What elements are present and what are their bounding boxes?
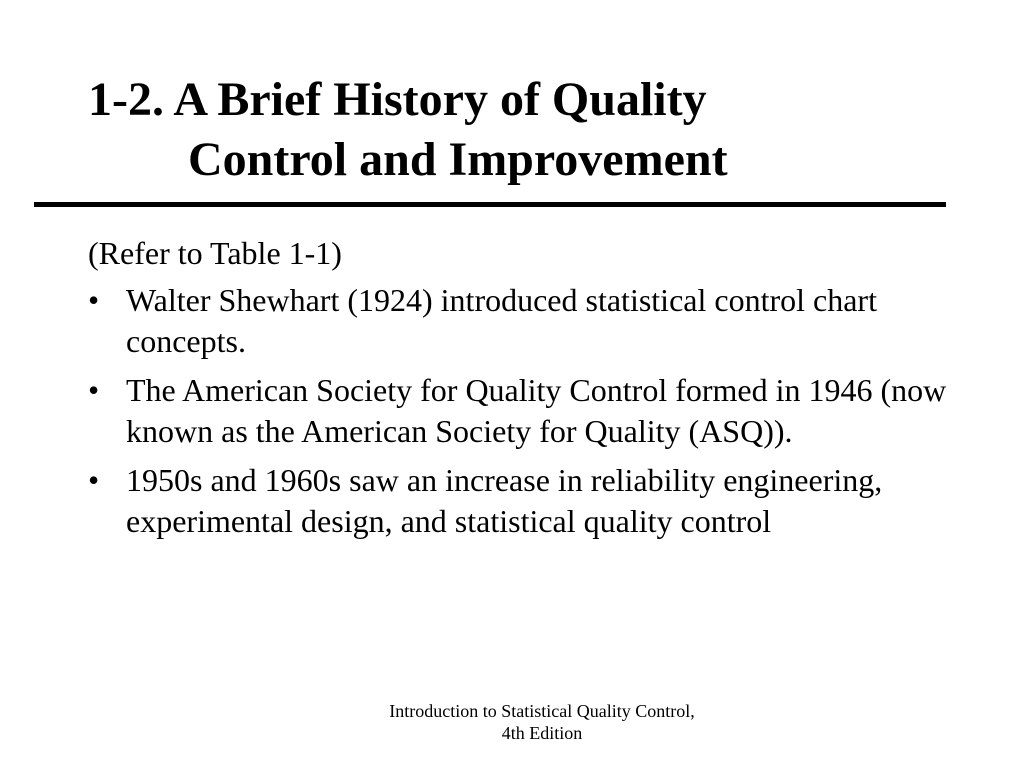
bullet-item (88, 370, 948, 452)
bullet-icon: • (88, 462, 100, 498)
bullet-list (88, 280, 948, 542)
intro-text: (Refer to Table 1-1) (88, 235, 342, 271)
bullet-icon: • (88, 372, 100, 408)
bullet-text: 1950s and 1960s saw an increase in reliability engineering, experimental design, and statistical quality control (126, 462, 883, 539)
bullet-text: The American Society for Quality Control formed in 1946 (now known as the American Society for Quality (ASQ)). (126, 372, 947, 449)
slide-body (88, 233, 948, 550)
slide-title-line-2: Control and Improvement (188, 133, 728, 186)
bullet-item (88, 460, 948, 542)
footer-line-1: Introduction to Statistical Quality Control, (389, 701, 695, 721)
title-divider (34, 202, 946, 207)
bullet-item (88, 280, 948, 362)
slide-title-line-1: 1-2. A Brief History of Quality (88, 73, 707, 126)
bullet-icon: • (88, 282, 100, 318)
bullet-text: Walter Shewhart (1924) introduced statistical control chart concepts. (126, 282, 877, 359)
slide-footer (330, 700, 754, 744)
footer-line-2: 4th Edition (501, 723, 583, 743)
slide-title (88, 70, 948, 190)
